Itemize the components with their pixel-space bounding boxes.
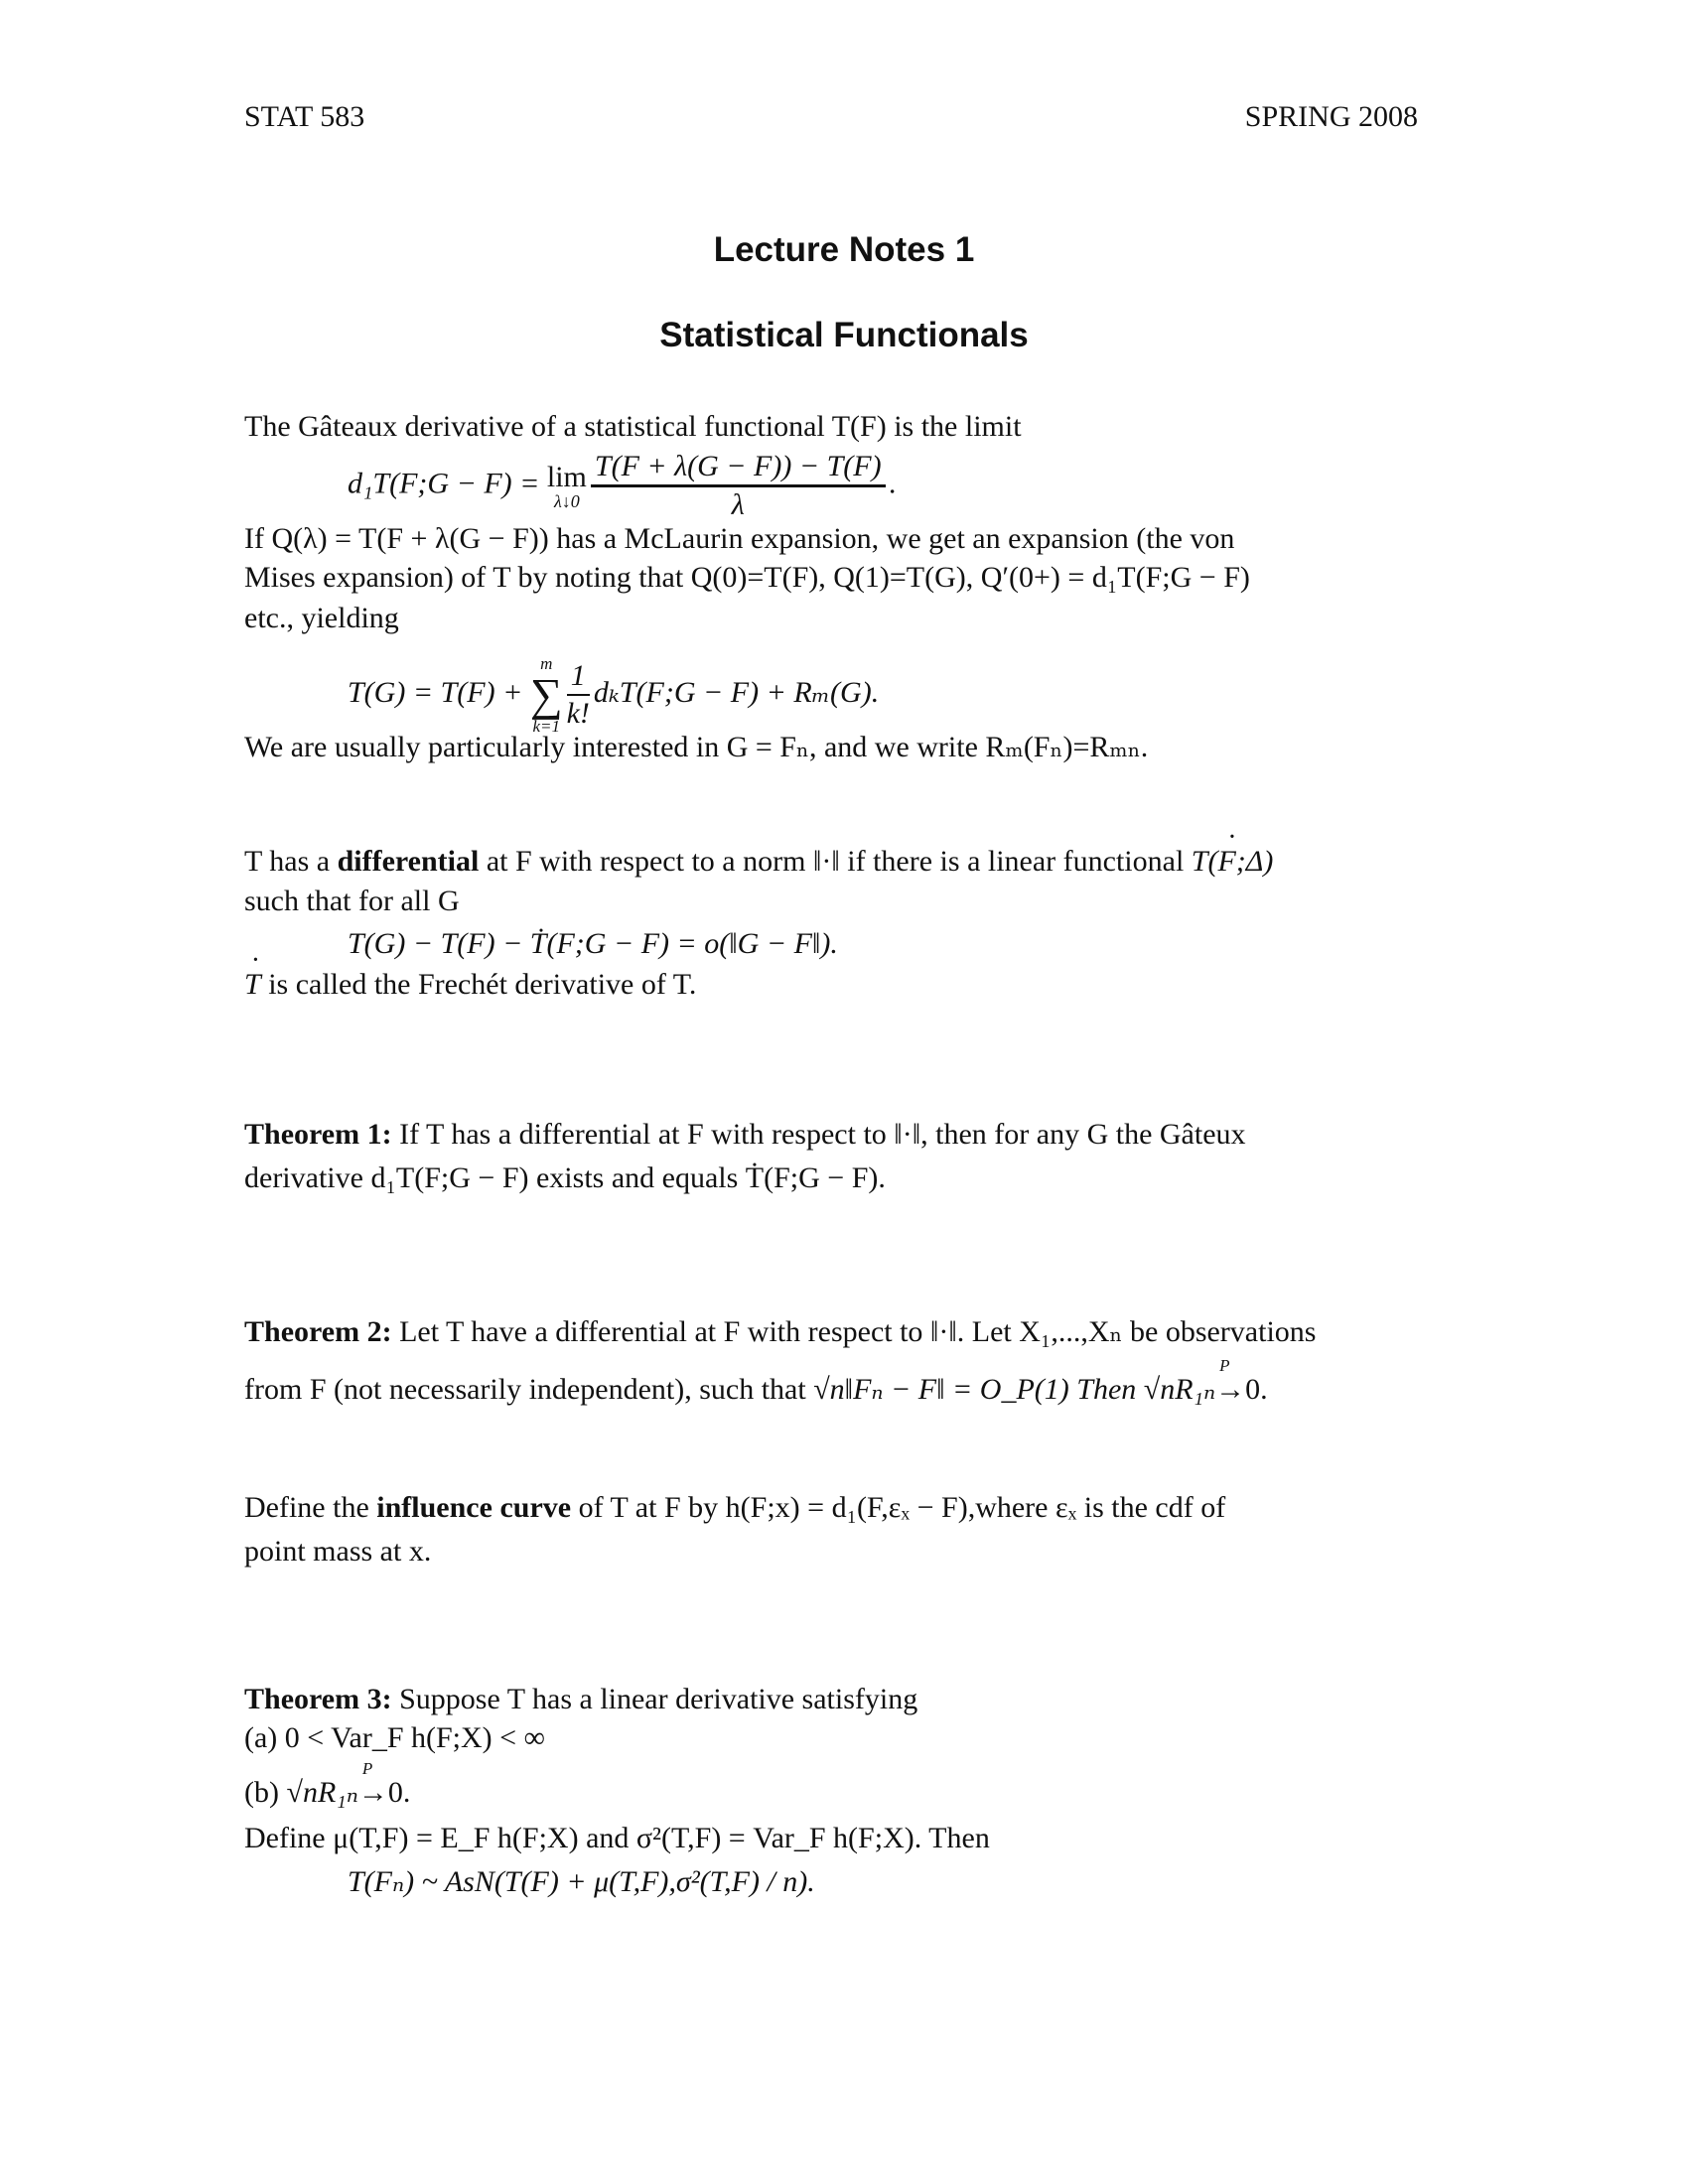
influence-line2: point mass at x. (244, 1535, 432, 1568)
differential-line1: T has a differential at F with respect to a norm ‖·‖ if there is a linear functional · T(F;Δ) (244, 844, 1273, 880)
gateaux-line3: Mises expansion) of T by noting that Q(0)=T(F), Q(1)=T(G), Q′(0+) = d₁T(F;G − F) (244, 561, 1250, 594)
theorem3-label: Theorem 3: (244, 1683, 392, 1715)
page-subtitle: Statistical Functionals (659, 316, 1029, 354)
theorem3-cond-b: (b) √nR₁ₙ P →0. (244, 1759, 411, 1809)
frechet-equation: T(G) − T(F) − Ṫ(F;G − F) = o(‖G − F‖). (348, 927, 838, 960)
page-title: Lecture Notes 1 (713, 230, 975, 269)
gateaux-equation: d₁T(F;G − F) = lim λ↓0 $\frac{T(F + \lambda(G - F)) - T(F)}{\lambda}$ . (348, 450, 898, 521)
sum-operator: m ∑ k=1 (529, 654, 563, 736)
gateaux-line2: If Q(λ) = T(F + λ(G − F)) has a McLaurin expansion, we get an expansion (the von (244, 522, 1235, 555)
theorem3-define: Define μ(T,F) = E_F h(F;X) and σ²(T,F) = Var_F h(F;X). Then (244, 1822, 990, 1854)
course-code: STAT 583 (244, 100, 365, 133)
influence-line1: Define the influence curve of T at F by h(F;x) = d₁(F,εₓ − F),where εₓ is the cdf of (244, 1491, 1226, 1524)
term: SPRING 2008 (1244, 100, 1418, 133)
theorem1-label: Theorem 1: (244, 1118, 392, 1151)
theorem2-line2: from F (not necessarily independent), such that √n‖Fₙ − F‖ = O_P(1) Then √nR₁ₙ P →0. (244, 1356, 1268, 1406)
theorem2-line1: Theorem 2: Let T have a differential at F with respect to ‖·‖. Let X₁,...,Xₙ be observations (244, 1315, 1317, 1348)
convergence-in-probability: P →0. (357, 1759, 411, 1809)
theorem3-result: T(Fₙ) ~ AsN(T(F) + μ(T,F),σ²(T,F) / n). (348, 1865, 815, 1898)
von-mises-expansion: T(G) = T(F) + m ∑ k=1 $\frac{1}{k!}$ dₖT(F;G − F) + Rₘ(G). (348, 654, 880, 736)
theorem2-label: Theorem 2: (244, 1315, 392, 1348)
eq-lhs: d₁T(F;G − F) = (348, 467, 547, 500)
theorem1-line1: Theorem 1: If T has a differential at F with respect to ‖·‖, then for any G the Gâteux (244, 1118, 1246, 1151)
gateaux-intro: The Gâteaux derivative of a statistical functional T(F) is the limit (244, 410, 1022, 443)
factorial-fraction: $\frac{1}{k!}$ (566, 659, 590, 730)
gateaux-line5: We are usually particularly interested in G = Fₙ, and we write Rₘ(Fₙ)=Rₘₙ. (244, 731, 1149, 763)
theorem1-line2: derivative d₁T(F;G − F) exists and equals Ṫ(F;G − F). (244, 1161, 886, 1194)
differential-line2: such that for all G (244, 885, 460, 917)
theorem3-line1: Theorem 3: Suppose T has a linear derivative satisfying (244, 1683, 918, 1715)
differential-line3: · T is called the Frechét derivative of T. (244, 967, 696, 1003)
convergence-in-probability: P →0. (1215, 1356, 1268, 1406)
gateaux-line4: etc., yielding (244, 602, 399, 634)
limit-op: lim λ↓0 (546, 460, 587, 511)
difference-quotient: $\frac{T(F + \lambda(G - F)) - T(F)}{\lambda}$ (591, 449, 886, 523)
theorem3-cond-a: (a) 0 < Var_F h(F;X) < ∞ (244, 1721, 545, 1754)
